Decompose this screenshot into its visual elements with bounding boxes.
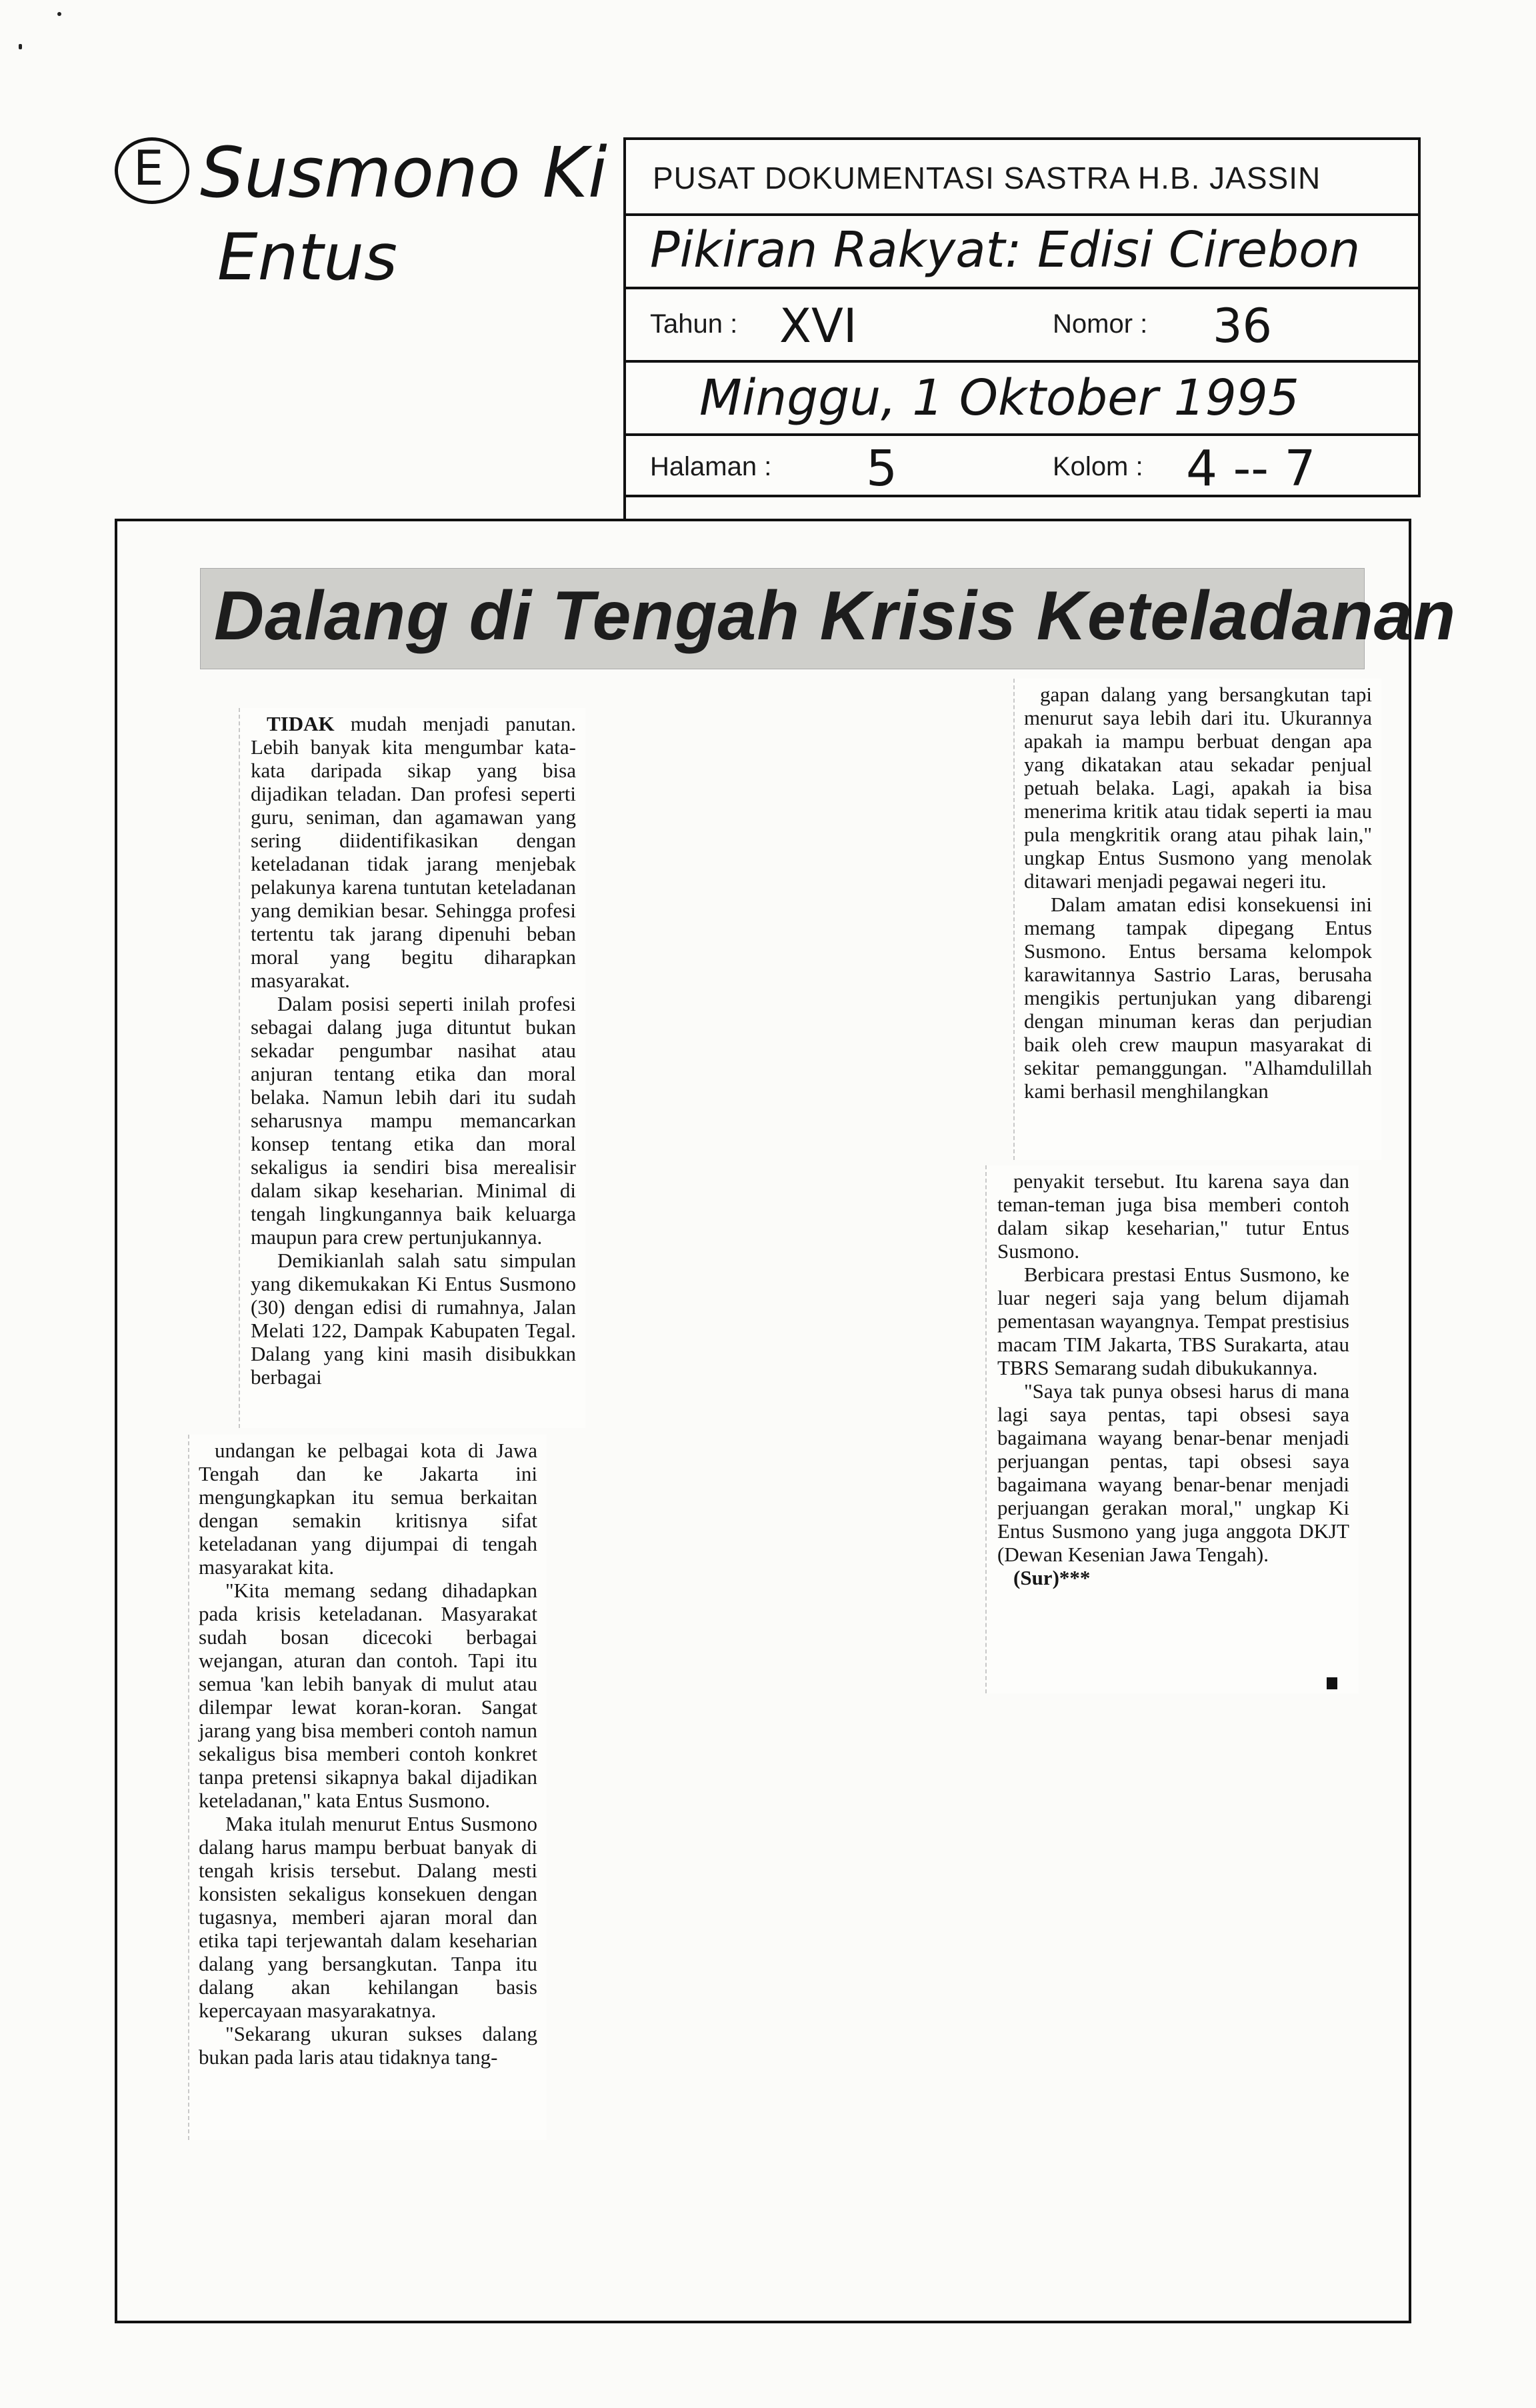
col2-paragraph-3: Maka itulah menurut Entus Susmono dalang harus mampu berbuat banyak di tengah krisis tersebut. Dalang mesti konsisten sekaligus konsekuen dengan tugasnya, memberi ajaran moral dan etika tapi terjewantah dalam keseharian dalang yang bersangkutan. Tanpa itu dalang akan kehilangan basis kepercayaan masyarakatnya. [199,1812,537,2022]
halaman-value: 5 [866,440,898,497]
annotation-name-line1: Susmono Ki [200,132,607,213]
col2-paragraph-4: "Sekarang ukuran sukses dalang bukan pada laris atau tidaknya tang- [199,2022,537,2069]
col2-paragraph-1: undangan ke pelbagai kota di Jawa Tengah dan ke Jakarta ini mengungkapkan itu semua berkaitan dengan semakin kritisnya sifat keteladanan yang dijumpai di tengah masyarakat kita. [199,1439,537,1579]
col1-paragraph-1-text: mudah menjadi panutan. Lebih banyak kita mengumbar kata-kata daripada sikap yang bisa dijadikan teladan. Dan profesi seperti guru, seniman, dan agamawan yang sering diidentifikasikan dengan keteladanan tidak jarang menjebak pelakunya karena tuntutan keteladanan yang demikian besar. Sehingga profesi tertentu tak jarang dipenuhi beban moral yang begitu diharapkan masyarakat. [251,712,576,992]
headline-strip [200,568,1457,669]
scan-speck [19,44,22,49]
form-row-source [626,213,1418,287]
form-row-date [626,360,1418,433]
institution-title: PUSAT DOKUMENTASI SASTRA H.B. JASSIN [653,161,1321,195]
tahun-label: Tahun : [650,309,738,339]
article-headline: Dalang di Tengah Krisis Keteladanan [214,577,1457,655]
form-row-tahun [626,287,1418,360]
col4-paragraph-1: penyakit tersebut. Itu karena saya dan teman-teman juga bisa memberi contoh dalam sikap keseharian," tutur Entus Susmono. [997,1169,1349,1263]
kolom-label: Kolom : [1053,452,1143,481]
col4-byline [997,1566,1349,1589]
date-handwritten: Minggu, 1 Oktober 1995 [699,369,1299,427]
frame-connector [623,493,626,520]
col3-paragraph-2: Dalam amatan edisi konsekuensi ini memang tampak dipegang Entus Susmono. Entus bersama kelompok karawitannya Sastrio Laras, berusaha mengikis pertunjukan yang dibarengi dengan minuman keras dan perjudian baik oleh crew maupun masyarakat di sekitar pemanggungan. "Alhamdulillah kami berhasil menghilangkan [1024,893,1372,1103]
form-row-halaman [626,433,1418,497]
halaman-label: Halaman : [650,452,772,481]
article-column-4 [985,1165,1359,1693]
col3-paragraph-1: gapan dalang yang bersangkutan tapi menurut saya lebih dari itu. Ukurannya apakah ia mampu berbuat dengan apa yang dikatakan atau sekadar penjual petuah belaka. Lagi, apakah ia bisa menerima kritik atau tidak seperti ia mau pula mengkritik orang atau pihak lain," ungkap Entus Susmono yang menolak ditawari menjadi pegawai negeri itu. [1024,683,1372,893]
scan-speck [57,12,61,16]
source-handwritten: Pikiran Rakyat: Edisi Cirebon [650,221,1361,279]
col1-lead-word: TIDAK [267,712,335,735]
col2-paragraph-2: "Kita memang sedang dihadapkan pada krisis keteladanan. Masyarakat sudah bosan dicecoki berbagai wejangan, aturan dan contoh. Tapi itu semua 'kan lebih banyak di mulut atau dilempar lewat koran-koran. Sangat jarang yang bisa memberi contoh namun sekaligus bisa memberi contoh konkret tanpa pretensi sikapnya bakal dijadikan keteladanan," kata Entus Susmono. [199,1579,537,1812]
nomor-value: 36 [1213,299,1273,353]
kolom-value: 4 -- 7 [1186,440,1316,497]
col4-paragraph-3: "Saya tak punya obsesi harus di mana lagi saya pentas, tapi obsesi saya bagaimana wayang benar-benar menjadi perjuangan pentas, tapi obsesi saya bagaimana wayang benar-benar menjadi perjuangan gerakan moral," ungkap Ki Entus Susmono yang juga anggota DKJT (Dewan Kesenian Jawa Tengah). [997,1379,1349,1566]
byline-text: (Sur)*** [1013,1566,1091,1589]
article-column-1 [239,708,585,1428]
tahun-value: XVI [779,299,857,353]
col1-paragraph-1 [251,712,576,992]
article-end-mark [1327,1677,1337,1689]
nomor-label: Nomor : [1053,309,1148,339]
annotation-letter: E [133,140,164,196]
documentation-form [623,137,1421,497]
col4-paragraph-2: Berbicara prestasi Entus Susmono, ke luar negeri saja yang belum dijamah pementasan wayangnya. Tempat prestisius macam TIM Jakarta, TBS Surakarta, atau TBRS Semarang sudah dibukukannya. [997,1263,1349,1379]
article-column-2 [188,1435,547,2140]
article-column-3 [1013,679,1381,1160]
col1-paragraph-3: Demikianlah salah satu simpulan yang dikemukakan Ki Entus Susmono (30) dengan edisi di rumahnya, Jalan Melati 122, Dampak Kabupaten Tegal. Dalang yang kini masih disibukkan berbagai [251,1249,576,1389]
annotation-name-line2: Entus [217,220,397,295]
col1-paragraph-2: Dalam posisi seperti inilah profesi sebagai dalang juga dituntut bukan sekadar pengumbar nasihat atau anjuran tentang etika dan moral belaka. Namun lebih dari itu sudah seharusnya mampu memancarkan konsep tentang etika dan moral sekaligus ia sendiri bisa merealisir dalam sikap keseharian. Minimal di tengah lingkungannya baik keluarga maupun para crew pertunjukannya. [251,992,576,1249]
